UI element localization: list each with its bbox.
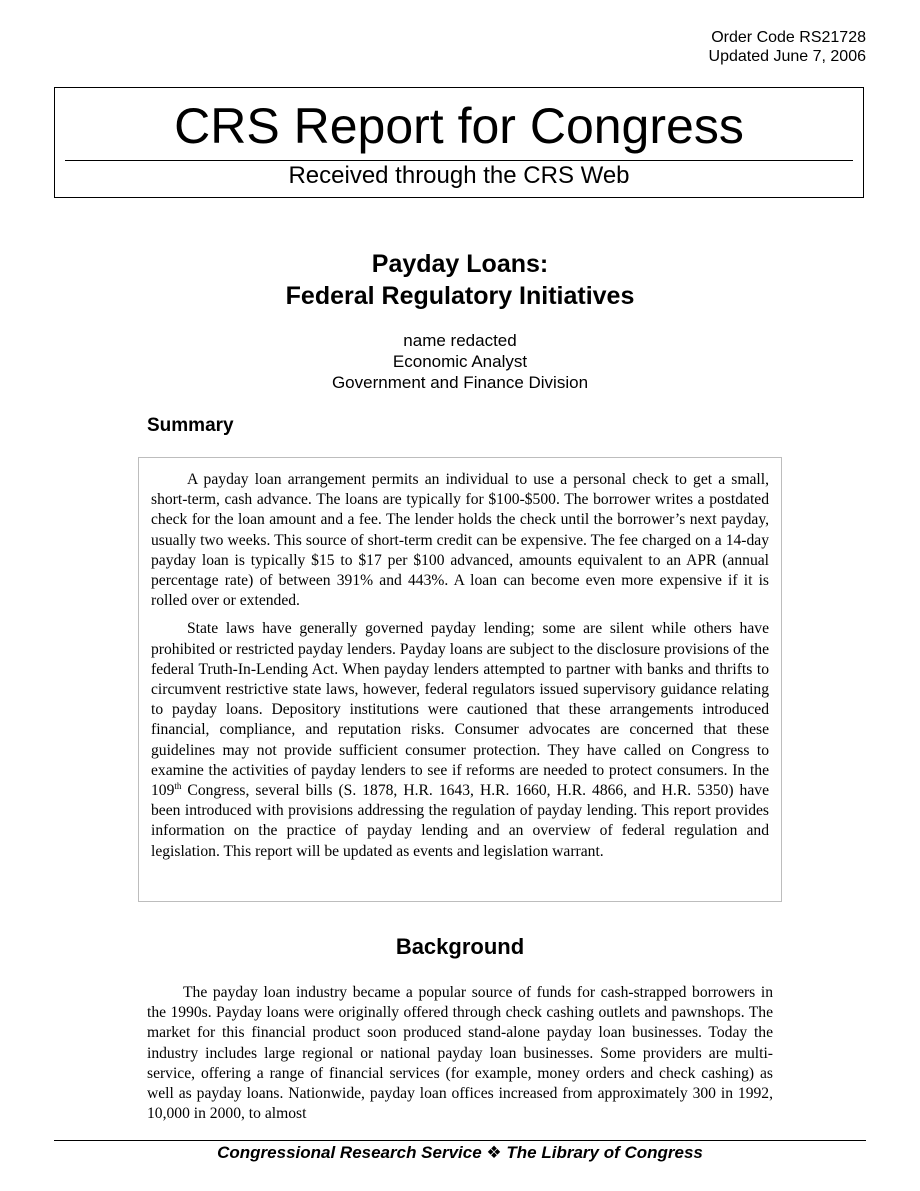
title-line-1: Payday Loans: [371, 250, 549, 278]
footer-divider [54, 1140, 866, 1141]
summary-heading: Summary [147, 415, 234, 436]
background-paragraph-1: The payday loan industry became a popular source of funds for cash-strapped borrowers in the 1990s. Payday loans were originally offered through check cashing outlets and pawnshops. The market for this financial product soon produced stand-alone payday loan businesses. Today the industry includes large regional or national payday loan businesses. Some providers are multi-service, offering a range of financial services (for example, money orders and check cashing) as well as payday loans. Nationwide, payday loan offices increased from approximately 300 in 1992, 10,000 in 2000, to almost [147, 984, 773, 1123]
summary-paragraph-2 [151, 619, 769, 861]
banner-subtitle: Received through the CRS Web [288, 162, 630, 189]
footer-right: The Library of Congress [506, 1143, 703, 1162]
background-heading: Background [395, 934, 525, 959]
author-block [0, 330, 920, 393]
updated-date: Updated June 7, 2006 [708, 48, 866, 65]
summary-paragraph-2-text-a: State laws have generally governed payday lending; some are silent while others have prohibited or restricted payday lenders. Payday loans are subject to the disclosure provisions of the federal Truth-In-Lending Act. When payday lenders attempted to partner with banks and thrifts to circumvent restrictive state laws, however, federal regulators issued supervisory guidance relating to payday loans. Depository institutions were cautioned that these arrangements introduced financial, compliance, and reputation risks. Consumer advocates are concerned that these guidelines may not provide sufficient consumer protection. They have called on Congress to examine the activities of payday lenders to see if reforms are needed to protect consumers. In the 109 [151, 620, 769, 800]
footer [0, 1143, 920, 1163]
summary-box [138, 457, 782, 902]
document-title [0, 248, 920, 312]
footer-left: Congressional Research Service [217, 1143, 482, 1162]
author-name: name redacted [403, 331, 517, 350]
title-line-2: Federal Regulatory Initiatives [285, 282, 635, 310]
order-info [709, 28, 866, 66]
order-code: Order Code RS21728 [711, 29, 866, 46]
banner-title: CRS Report for Congress [174, 98, 744, 154]
report-banner [54, 87, 864, 198]
ordinal-superscript: th [174, 780, 182, 791]
summary-paragraph-1: A payday loan arrangement permits an individual to use a personal check to get a small, short-term, cash advance. The loans are typically for $100-$500. The borrower writes a postdated check for the loan amount and a fee. The lender holds the check until the borrower’s next payday, usually two weeks. This source of short-term credit can be expensive. The fee charged on a 14-day payday loan is typically $15 to $17 per $100 advanced, amounts equivalent to an APR (annual percentage rate) of between 391% and 443%. A loan can become even more expensive if it is rolled over or extended. [151, 471, 769, 610]
summary-paragraph-2-text-b: Congress, several bills (S. 1878, H.R. 1643, H.R. 1660, H.R. 4866, and H.R. 5350) have been introduced with provisions addressing the regulation of payday lending. This report provides information on the practice of payday lending and an overview of federal regulation and legislation. This report will be updated as events and legislation warrant. [151, 782, 769, 860]
author-division: Government and Finance Division [331, 373, 589, 392]
author-role: Economic Analyst [392, 352, 528, 371]
footer-separator-icon: ❖ [486, 1143, 502, 1162]
